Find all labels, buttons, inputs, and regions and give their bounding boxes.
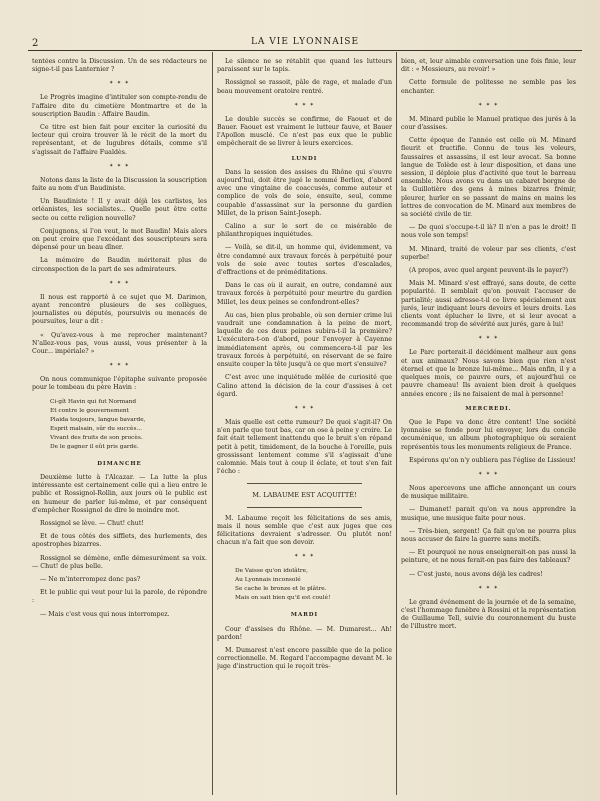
paragraph: Cette époque de l'année est celle où M. Minard fleurit et fructifie. Connu de tous les voleurs, faussaires et assassins, il est leur avocat. Sa bonne langue de Tolède est à leur disposition, et dans une session, il déploie plus d'activité que tout le barreau ensemble. Nous avons vu dans un cabaret borgne de la Guillotière des gens à mines bizarres frémir, pleurer, hurler en se passant de mains en mains les lettres de convocation de M. Minard aux membres de sa société civile de tir. [401,137,576,219]
column-rule [396,52,397,795]
column-rule [212,52,213,795]
paragraph: Ce titre est bien fait pour exciter la curiosité du lecteur qui croira trouver là le récit de la mort du représentant, et de lugubres détails, comme s'il s'agissait de l'affaire Fualdès. [32,124,207,156]
star-separator: ✶ ✶ ✶ [294,404,315,411]
paragraph: Rossignol se démène, enfle démesurément sa voix. — Chut! de plus belle. [32,554,207,570]
star-separator: ✶ ✶ ✶ [478,335,499,342]
paragraph: — Dumanet! parait qu'on va nous apprendre la musique, une musique faite pour nous. [401,506,576,522]
journal-title: LA VIE LYONNAISE [250,37,360,47]
paragraph: Rossignol se lève. — Chut! chut! [40,519,144,527]
paragraph: Le silence ne se rétablit que quand les lutteurs paraissent sur le tapis. [217,58,392,74]
paragraph: Dans la session des assises du Rhône qui s'ouvre aujourd'hui, doit être jugé le nommé Berliox, d'abord avec une vingtaine de coaccusés, comme auteur et complice de vols de soie, ensuite, seul, comme coupable d'assassinat sur la personne du gardien Millet, de la prison Saint-Joseph. [217,168,392,217]
paragraph: Il nous est rapporté à ce sujet que M. Darimon, ayant rencontré plusieurs de ses collègues, journalistes ou députés, poursuivis ou menacés de poursuites, leur a dit : [32,293,207,326]
quatrain-verse [217,567,392,603]
paragraph: Cour d'assises du Rhône. — M. Dumarest... Ah! pardon! [217,625,392,641]
paragraph: M. Labaume reçoit les félicitations de ses amis, mais il nous semble que c'est aux juges que ces félicitations devraient s'adresser. Ou plutôt non! chacun n'a fait que son devoir. [217,514,392,547]
star-separator: ✶ ✶ ✶ [109,162,130,169]
paragraph: Et le public qui veut pour lui la parole, de répondre : [32,589,207,605]
paragraph: — Ne m'interrompez donc pas? [40,575,141,583]
divider [247,507,362,508]
verse-line: Vivant des fruits de son procès. [50,434,143,441]
section-heading-dimanche: DIMANCHE [97,460,142,467]
section-heading-mardi: MARDI [290,612,319,619]
star-separator: ✶ ✶ ✶ [109,279,130,286]
divider [247,483,362,484]
verse-line: Se cache le bronze et le plâtre. [235,586,327,593]
column-3 [401,58,576,795]
verse-line: Plaida toujours, langue bavarde, [50,416,146,423]
paragraph: Rossignol se rassoit, pâle de rage, et malade d'un beau mouvement oratoire rentré. [217,79,392,95]
page-header [28,34,582,51]
paragraph: Espérons qu'on n'y oubliera pas l'église de Lissieux! [409,456,576,464]
star-separator: ✶ ✶ ✶ [294,101,315,108]
star-separator: ✶ ✶ ✶ [478,101,499,108]
paragraph: Et de tous côtés des sifflets, des hurlements, des apostrophes bizarres. [32,533,207,549]
paragraph: (A propos, avec quel argent peuvent-ils le payer?) [409,267,569,275]
paragraph: Notons dans la liste de la Discussion la souscription faite au nom d'un Baudiniste. [32,176,207,193]
section-heading-mercredi: MERCREDI. [465,405,512,412]
paragraph: tentées contre la Discussion. Un de ses rédacteurs ne signe-t-il pas Lanternier ? [32,58,207,74]
paragraph: Calino a sur le sort de ce misérable de philanthropiques inquiétudes. [217,223,392,239]
paragraph: C'est avec une inquiétude mêlée de curiosité que Calino attend la décision de la cour d'assises à cet égard. [217,374,392,398]
column-2 [217,58,392,795]
paragraph: On nous communique l'épitaphe suivante proposée pour le tombeau du père Havin : [32,376,207,392]
verse-line: De le gagner il eût pris garde. [50,443,139,450]
star-separator: ✶ ✶ ✶ [109,362,130,369]
paragraph: — Mais c'est vous qui nous interrompez. [40,610,170,618]
epitaph-verse [32,398,207,452]
paragraph: — Très-bien, sergent! Ça fait qu'on ne pourra plus nous accuser de faire la guerre sans motifs. [401,527,576,543]
verse-line: Mais on sait bien qu'il est coulé! [235,595,331,602]
star-separator: ✶ ✶ ✶ [478,584,499,591]
star-separator: ✶ ✶ ✶ [294,553,315,560]
star-separator: ✶ ✶ ✶ [109,80,130,87]
paragraph: M. Dumarest n'est encore passible que de la police correctionnelle. M. Regard l'accompagne devant M. le juge d'instruction qui le reçoit très- [217,646,392,671]
paragraph: Mais M. Minard s'est effrayé, sans doute, de cette popularité. Il semblait qu'on pouvait l'accuser de partialité; aussi adresse-t-il ce livre spécialement aux jurés, leur indiquant leurs devoirs et leurs droits. Les clients vont éplucher le livre, et si leur avocat a recommandé trop de sévérité aux jurés, gare à lui! [401,280,576,329]
paragraph: Le grand événement de la journée et de la semaine, c'est l'hommage funèbre à Rossini et la représentation de Guillaume Tell, suivie du couronnement du buste de l'illustre mort. [401,598,576,631]
paragraph: Dans le cas où il aurait, en outre, condamné aux travaux forcés à perpétuité pour meurtre du gardien Millet, les deux peines se confondront-elles? [217,282,392,306]
paragraph: « Qu'avez-vous à me reprocher maintenant? N'allez-vous pas, vous aussi, vous présenter à la Cour... impériale? » [32,331,207,356]
paragraph: La mémoire de Baudin mériterait plus de circonspection de la part de ses admirateurs. [32,257,207,273]
paragraph: Le double succès se confirme, de Faouet et de Bauer. Faouet est vraiment le lutteur fauve, et Bauer l'Apollon musclé. Ce n'est pas eux que le public empêcherait de se livrer à leurs exercices. [217,115,392,148]
paragraph: bien, et, leur aimable conversation une fois finie, leur dit : « Messieurs, au revoir! » [401,58,576,74]
column-1 [32,58,207,795]
paragraph: Le Progrès imagine d'intituler son compte-rendu de l'affaire dite du cimetière Montmartre et de la souscription Baudin : Affaire Baudin. [32,94,207,118]
headline-acquittal: M. LABAUME EST ACQUITTÉ! [252,491,357,500]
paragraph: — Et pourquoi ne nous enseignerait-on pas aussi la peinture, et ne nous ferait-on pas faire des tableaux? [401,549,576,565]
star-separator: ✶ ✶ ✶ [478,470,499,477]
section-heading-lundi: LUNDI [291,155,318,162]
paragraph: Au cas, bien plus probable, où son dernier crime lui vaudrait une condamnation à la peine de mort, laquelle de ces deux peines subira-t-il la première? L'exécutera-t-on d'abord, pour l'envoyer à Cayenne immédiatement après, ou commencera-t-il par les travaux forcés à perpétuité, en réservant de se faire ensuite couper la tête jusqu'à ce que mort s'ensuive? [217,311,392,369]
paragraph: — C'est juste, nous avons déjà les cadres! [409,570,543,578]
paragraph: — De quoi s'occupe-t-il là? Il n'en a pas le droit! Il nous vole son temps! [401,224,576,240]
verse-line: Ci-gît Havin qui fut Normand [50,398,137,405]
paragraph: M. Minard publie le Manuel pratique des jurés à la cour d'assises. [401,115,576,132]
paragraph: Que le Pape va donc être content! Une société lyonnaise se fonde pour lui envoyer, lors du concile œcuménique, un album photographique où seraient représentés tous les monuments religieux de France. [401,418,576,451]
verse-line: Et contre le gouvernement [50,407,129,414]
paragraph: Le Parc porterait-il décidément malheur aux gens et aux animaux? Nous savons bien que rien n'est éternel et que le bronze lui-même... Mais enfin, il y a quelques mois, ce pauvre ours, et aujourd'hui ce pauvre chameau! Ils avaient bien droit à quelques années encore ; ils ne faisaient de mal à personne! [401,349,576,398]
paragraph: Deuxième lutte à l'Alcazar. — La lutte la plus intéressante est certainement celle qui a lieu entre le public et Rossignol-Rollin, aux jours où le public est en humeur de parler lui-même, et par conséquent d'empêcher Rossignol de dire le moindre mot. [32,473,207,514]
verse-line: De Vaisse qu'on idolâtre, [235,568,308,575]
verse-line: Au Lyonnais inconsolé [235,577,301,584]
verse-line: Esprit malsain, sûr du succès... [50,425,142,432]
paragraph: Mais quelle est cette rumeur? De quoi s'agit-il? On n'en parle que tout bas, car on ose à peine y croire. Le fait était tellement inattendu que le bruit s'en répand petit à petit, timidement, de la bouche à l'oreille, puis grossissant lentement comme s'il s'agissait d'une calomnie. Mais tout à coup il éclate, et tout s'en fait l'écho : [217,418,392,476]
paragraph: Un Baudiniste ! Il y avait déjà les carlistes, les orléanistes, les socialistes... Quelle peut être cette secte ou cette religion nouvelle? [32,198,207,222]
paragraph: Cette formule de politesse ne semble pas les enchanter. [401,79,576,95]
paragraph: M. Minard, traité de voleur par ses clients, c'est superbe! [401,245,576,261]
paragraph: — Voilà, se dit-il, un homme qui, évidemment, va être condamné aux travaux forcés à perpétuité pour vols de soie avec toutes sortes d'escalades, d'effractions et de préméditations. [217,244,392,277]
paragraph: Conjugnons, si l'on veut, le mot Baudin! Mais alors on peut croire que l'excédant des souscripteurs sera dépensé pour un beau dîner. [32,227,207,252]
page-number: 2 [32,38,39,49]
paragraph: Nous apercevons une affiche annonçant un cours de musique militaire. [401,484,576,501]
